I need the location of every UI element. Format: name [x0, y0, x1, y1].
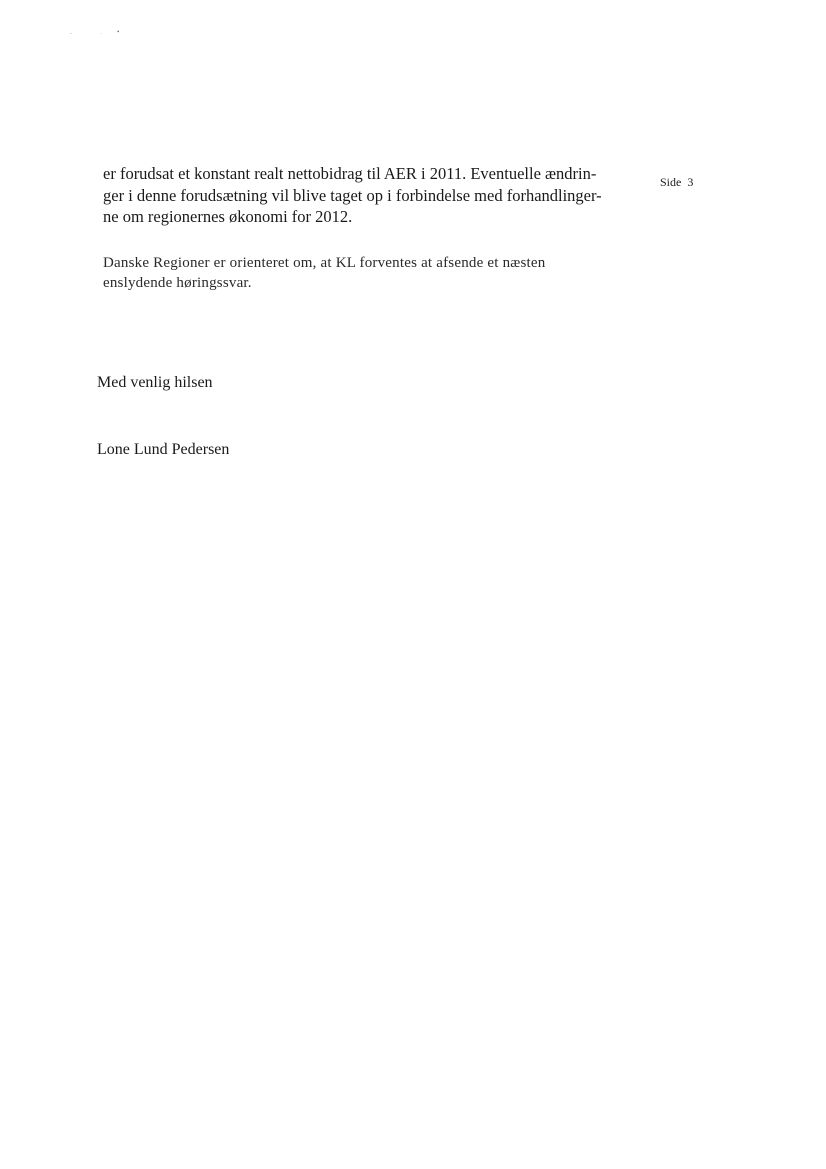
paragraph-line: ger i denne forudsætning vil blive taget op i forbindelse med forhandlinger-: [103, 185, 602, 205]
page-label: Side: [660, 175, 682, 189]
paragraph-line: enslydende høringssvar.: [103, 275, 252, 291]
signer-name: Lone Lund Pedersen: [97, 441, 230, 458]
scan-speck: •: [117, 28, 120, 36]
scan-speck: .: [100, 28, 102, 36]
body-paragraph-2: [103, 253, 623, 293]
paragraph-line: Danske Regioner er orienteret om, at KL forventes at afsende et næsten: [103, 255, 546, 271]
closing-greeting: Med venlig hilsen: [97, 374, 213, 391]
body-paragraph-1: [103, 163, 623, 228]
scan-speck: .: [70, 28, 72, 36]
paragraph-line: ne om regionernes økonomi for 2012.: [103, 207, 353, 226]
paragraph-line: er forudsat et konstant realt nettobidrag til AER i 2011. Eventuelle ændrin-: [103, 164, 597, 183]
page-number: 3: [687, 175, 694, 189]
page-indicator: [660, 175, 693, 190]
